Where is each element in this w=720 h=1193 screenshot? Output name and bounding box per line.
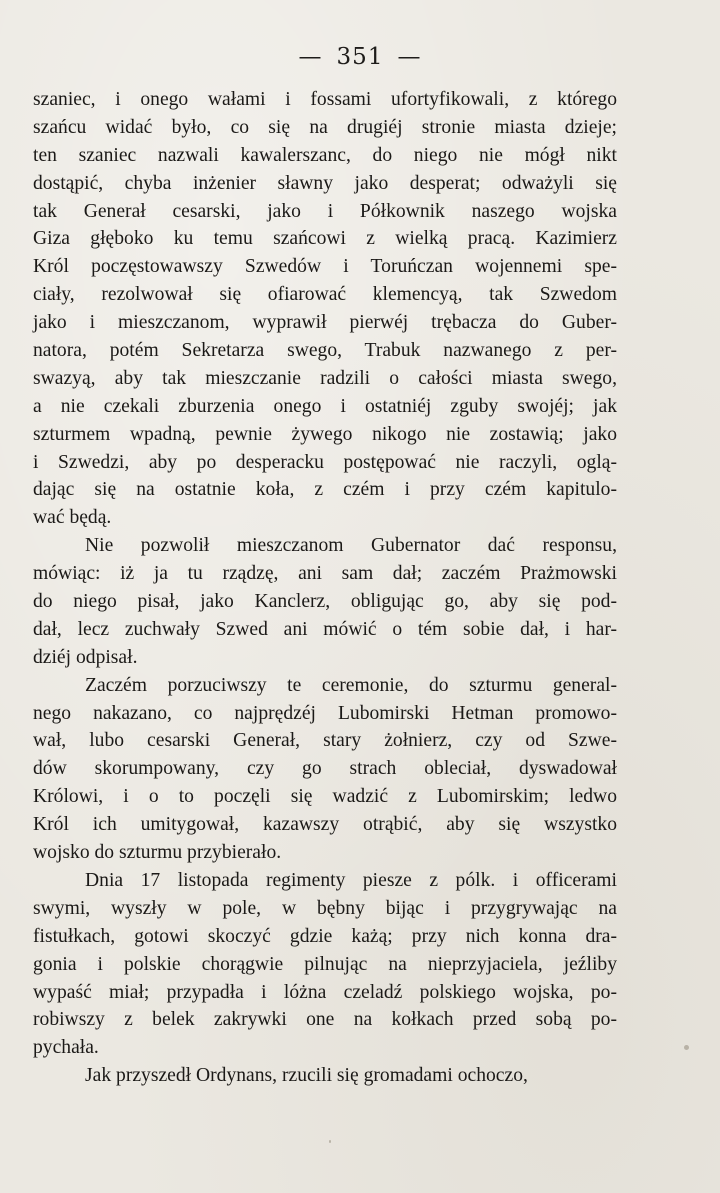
text-line: tak Generał cesarski, jako i Półkownik naszego wojska: [33, 200, 617, 222]
text-line: mówiąc: iż ja tu rządzę, ani sam dał; zaczém Prażmowski: [33, 563, 617, 585]
text-line: i Szwedzi, aby po desperacku postępować nie raczyli, oglą-: [33, 451, 617, 473]
page-number-header: [0, 44, 720, 70]
paper-speck: [329, 1140, 331, 1143]
text-line: Nie pozwolił mieszczanom Gubernator dać responsu,: [85, 535, 617, 557]
text-line: dziéj odpisał.: [33, 646, 138, 668]
text-line: do niego pisał, jako Kanclerz, obligując go, aby się pod-: [33, 591, 617, 613]
text-line: natora, potém Sekretarza swego, Trabuk nazwanego z per-: [33, 340, 617, 362]
text-line: Król poczęstowawszy Szwedów i Toruńczan wojennemi spe-: [33, 256, 617, 278]
text-line: swazyą, aby tak mieszczanie radzili o całości miasta swego,: [33, 367, 617, 389]
text-line: Jak przyszedł Ordynans, rzucili się gromadami ochoczo,: [85, 1065, 528, 1087]
text-line: Zaczém porzuciwszy te ceremonie, do szturmu general-: [85, 674, 617, 696]
paragraph: [33, 532, 617, 671]
dash-left: —: [298, 44, 323, 70]
paragraph: [33, 867, 617, 1062]
text-line: wał, lubo cesarski Generał, stary żołnierz, czy od Szwe-: [33, 730, 617, 752]
text-line: dów skorumpowany, czy go strach obleciał, dyswadował: [33, 758, 617, 780]
text-line: ciały, rezolwował się ofiarować klemencyą, tak Szwedom: [33, 284, 617, 306]
text-line: dostąpić, chyba inżenier sławny jako desperat; odważyli się: [33, 172, 617, 194]
body-text: [33, 86, 617, 1090]
paper-speck: [684, 1045, 689, 1050]
text-line: wojsko do szturmu przybierało.: [33, 842, 282, 864]
text-line: szturmem wpadną, pewnie żywego nikogo nie zostawią; jako: [33, 423, 617, 445]
text-line: nego nakazano, co najprędzéj Lubomirski Hetman promowo-: [33, 702, 617, 724]
text-line: szaniec, i onego wałami i fossami ufortyfikowali, z którego: [33, 89, 617, 110]
text-line: wać będą.: [33, 507, 112, 529]
text-line: pychała.: [33, 1037, 99, 1059]
text-line: wypaść miał; przypadła i lóżna czeladź polskiego wojska, po-: [33, 981, 617, 1003]
text-line: a nie czekali zburzenia onego i ostatniéj zguby swojéj; jak: [33, 395, 617, 417]
text-line: Król ich umitygował, kazawszy otrąbić, aby się wszystko: [33, 814, 617, 836]
paragraph: [33, 86, 617, 532]
text-line: Dnia 17 listopada regimenty piesze z pólk. i officerami: [85, 869, 617, 891]
dash-right: —: [397, 44, 422, 70]
text-line: szańcu widać było, co się na drugiéj stronie miasta dzieje;: [33, 116, 617, 138]
text-line: jako i mieszczanom, wyprawił pierwéj trębacza do Guber-: [33, 312, 617, 334]
text-line: gonia i polskie chorągwie pilnując na nieprzyjaciela, jeźliby: [33, 953, 617, 975]
text-line: ten szaniec nazwali kawalerszanc, do niego nie mógł nikt: [33, 144, 617, 166]
text-line: dając się na ostatnie koła, z czém i przy czém kapitulo-: [33, 479, 617, 501]
text-line: dał, lecz zuchwały Szwed ani mówić o tém sobie dał, i har-: [33, 618, 617, 640]
text-line: Giza głęboko ku temu szańcowi z wielką pracą. Kazimierz: [33, 228, 617, 250]
paragraph: [33, 1062, 617, 1090]
page-number: 351: [336, 44, 384, 70]
text-line: swymi, wyszły w pole, w bębny bijąc i przygrywając na: [33, 897, 617, 919]
text-line: Królowi, i o to poczęli się wadzić z Lubomirskim; ledwo: [33, 786, 617, 808]
paragraph: [33, 672, 617, 867]
text-line: fistułkach, gotowi skoczyć gdzie każą; przy nich konna dra-: [33, 925, 617, 947]
text-line: robiwszy z belek zakrywki one na kołkach przed sobą po-: [33, 1009, 617, 1031]
